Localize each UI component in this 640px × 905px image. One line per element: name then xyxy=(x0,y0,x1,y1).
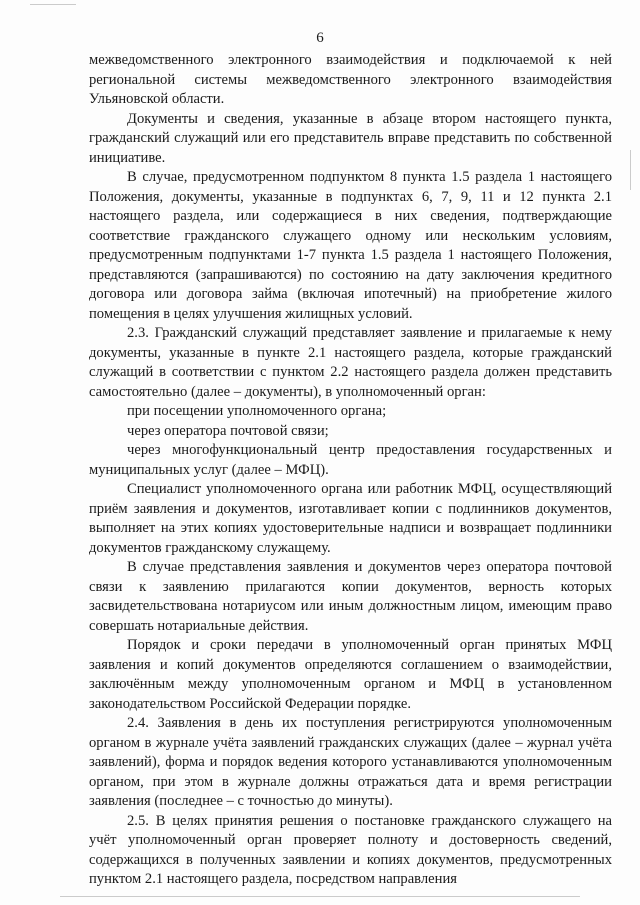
paragraph: Документы и сведения, указанные в абзаце втором настоящего пункта, гражданский служащий или его представитель вправе представить по собственной инициативе. xyxy=(89,110,612,166)
list-item: через оператора почтовой связи; xyxy=(127,422,329,439)
paragraph-2-3: 2.3. Гражданский служащий представляет заявление и прилагаемые к нему документы, указанные в пункте 2.1 настоящего раздела, которые гражданский служащий в соответствии с пунктом 2.2 настоящего раздела должен представить самостоятельно (далее – документы), в уполномоченный орган: xyxy=(89,325,612,400)
scan-artifact xyxy=(60,896,580,897)
list-item: через многофункциональный центр предоставления государственных и муниципальных услуг (далее – МФЦ). xyxy=(89,442,612,478)
scan-artifact xyxy=(630,150,631,190)
scan-artifact xyxy=(30,4,76,5)
page-number: 6 xyxy=(316,30,324,46)
paragraph-2-4: 2.4. Заявления в день их поступления регистрируются уполномоченным органом в журнале учёта заявлений гражданских служащих (далее – журнал учёта заявлений), форма и порядок ведения которого устанавливаются уполномоченным органом, при этом в журнале должны отражаться дата и время регистрации заявления (последнее – с точностью до минуты). xyxy=(89,715,612,809)
list-item: при посещении уполномоченного органа; xyxy=(127,403,387,419)
paragraph-continuation: межведомственного электронного взаимодействия и подключаемой к ней региональной системы межведомственного электронного взаимодействия Ульяновской области. xyxy=(89,52,612,107)
paragraph-2-5: 2.5. В целях принятия решения о постановке гражданского служащего на учёт уполномоченный орган проверяет полноту и достоверность сведений, содержащихся в полученных заявлении и копиях документов, предусмотренных пунктом 2.1 настоящего раздела, посредством направления xyxy=(89,812,612,887)
paragraph: Порядок и сроки передачи в уполномоченный орган принятых МФЦ заявления и копий документов определяются соглашением о взаимодействии, заключённым между уполномоченным органом и МФЦ в установленном законодательством Российской Федерации порядке. xyxy=(89,637,612,712)
paragraph: В случае представления заявления и документов через оператора почтовой связи к заявлению прилагаются копии документов, верность которых засвидетельствована нотариусом или иным должностным лицом, имеющим право совершать нотариальные действия. xyxy=(89,559,612,634)
document-body xyxy=(89,51,612,890)
paragraph: В случае, предусмотренном подпунктом 8 пункта 1.5 раздела 1 настоящего Положения, документы, указанные в подпунктах 6, 7, 9, 11 и 12 пункта 2.1 настоящего раздела, или содержащиеся в них сведения, подтверждающие соответствие гражданского служащего одному или нескольким условиям, предусмотренным подпунктами 1-7 пункта 1.5 раздела 1 настоящего Положения, представляются (запрашиваются) по состоянию на дату заключения кредитного договора или договора займа (включая ипотечный) на приобретение жилого помещения в целях улучшения жилищных условий. xyxy=(89,169,612,322)
paragraph: Специалист уполномоченного органа или работник МФЦ, осуществляющий приём заявления и документов, изготавливает копии с подлинников документов, выполняет на этих копиях удостоверительные надписи и возвращает подлинники документов гражданскому служащему. xyxy=(89,481,612,556)
